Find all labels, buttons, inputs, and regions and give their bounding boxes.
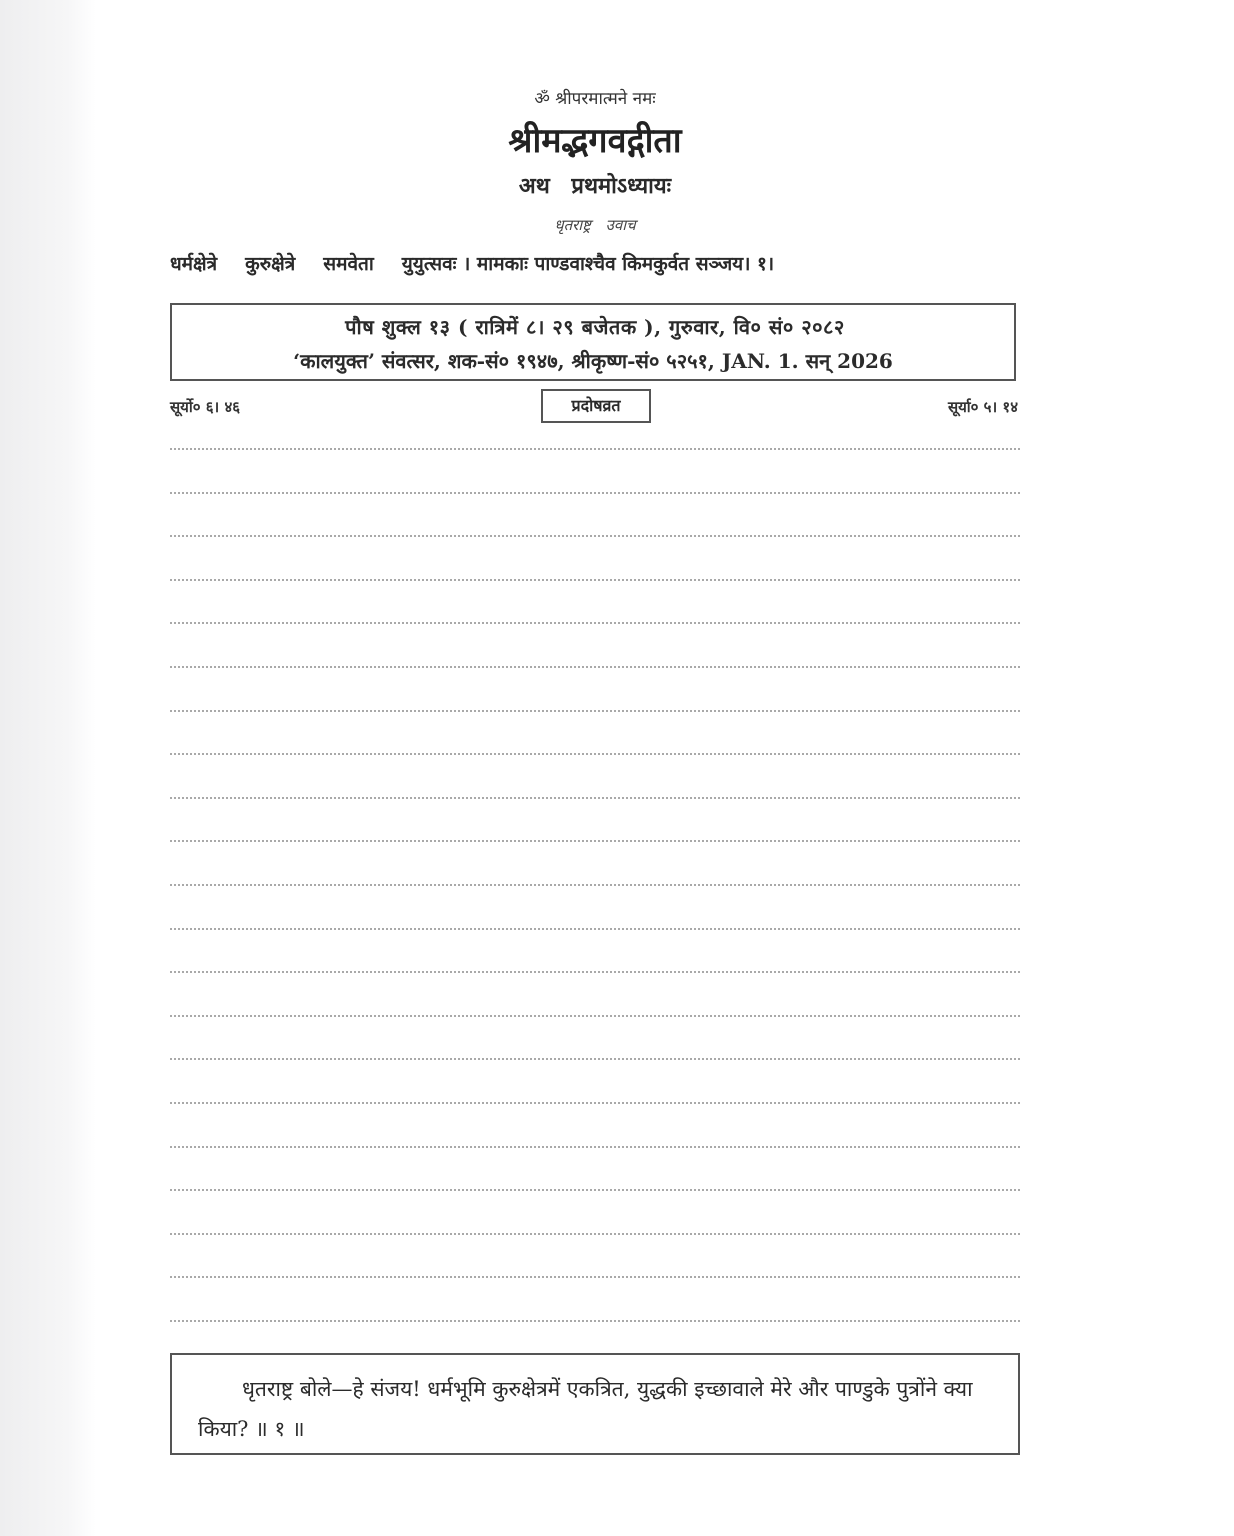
writing-line[interactable] [170,884,1020,886]
verse-word: धर्मक्षेत्रे [170,253,218,275]
translation-box: धृतराष्ट्र बोले—हे संजय! धर्मभूमि कुरुक्षेत्रमें एकत्रित, युद्धकी इच्छावाले मेरे और पाण्डुके पुत्रोंने क्या किया? ॥ १ ॥ [170,1353,1020,1455]
diary-page [170,0,1020,1536]
writing-line[interactable] [170,928,1020,930]
writing-line[interactable] [170,840,1020,842]
writing-line[interactable] [170,1320,1020,1322]
writing-line[interactable] [170,753,1020,755]
writing-line[interactable] [170,1146,1020,1148]
writing-line[interactable] [170,797,1020,799]
sunset-time: सूर्या० ५। १४ [947,398,1018,416]
writing-line[interactable] [170,622,1020,624]
verse-word: कुरुक्षेत्रे [245,253,296,275]
writing-line[interactable] [170,1015,1020,1017]
writing-line[interactable] [170,1189,1020,1191]
writing-line[interactable] [170,710,1020,712]
invocation-text: ॐ श्रीपरमात्मने नमः [534,89,656,109]
writing-line[interactable] [170,448,1020,450]
writing-line[interactable] [170,971,1020,973]
writing-line[interactable] [170,1233,1020,1235]
page-title: श्रीमद्भगवद्गीता [508,121,682,161]
panchang-box [170,303,1016,381]
verse-word: समवेता [323,253,374,275]
sanskrit-verse [170,250,1026,276]
writing-line[interactable] [170,1058,1020,1060]
sunrise-time: सूर्यो० ६। ४६ [170,398,241,416]
writing-line[interactable] [170,492,1020,494]
panchang-era-line: ‘कालयुक्त’ संवत्सर, शक-सं० १९४७, श्रीकृष्ण-सं० ५२५१, JAN. 1. सन् 2026 [293,349,893,373]
writing-line[interactable] [170,1276,1020,1278]
writing-line[interactable] [170,579,1020,581]
page-edge-shadow [0,0,96,1536]
writing-line[interactable] [170,666,1020,668]
vrat-badge: प्रदोषव्रत [541,389,651,423]
writing-line[interactable] [170,1102,1020,1104]
chapter-title: अथ प्रथमोऽध्यायः [518,173,672,199]
speaker-label: धृतराष्ट्र उवाच [554,216,636,234]
panchang-date-line: पौष शुक्ल १३ ( रात्रिमें ८। २९ बजेतक ), गुरुवार, वि० सं० २०८२ [345,315,845,339]
writing-line[interactable] [170,535,1020,537]
verse-word: युयुत्सवः । मामकाः पाण्डवाश्चैव किमकुर्वत सञ्जय। १। [401,253,775,275]
